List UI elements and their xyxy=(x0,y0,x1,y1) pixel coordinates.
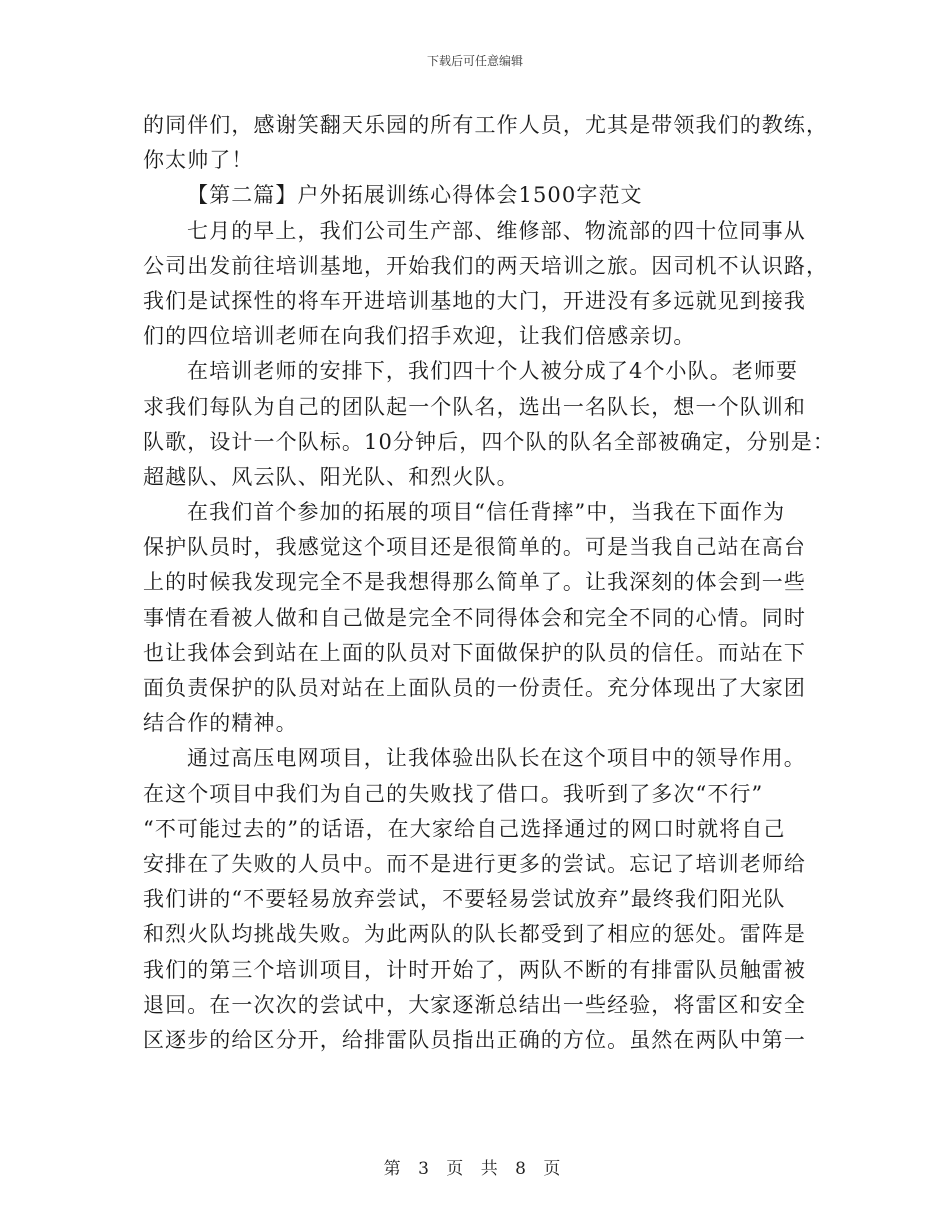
text-line: 上的时候我发现完全不是我想得那么简单了。让我深刻的体会到一些 xyxy=(143,570,806,595)
text-line: 安排在了失败的人员中。而不是进行更多的尝试。忘记了培训老师给 xyxy=(143,851,806,876)
text-line: 我们的第三个培训项目，计时开始了，两队不断的有排雷队员触雷被 xyxy=(143,957,806,982)
text-line: 求我们每队为自己的团队起一个队名，选出一名队长，想一个队训和 xyxy=(143,394,806,419)
text-line: 和烈火队均挑战失败。为此两队的队长都受到了相应的惩处。雷阵是 xyxy=(143,922,806,947)
text-line: 超越队、风云队、阳光队、和烈火队。 xyxy=(143,464,519,489)
text-line: 【第二篇】户外拓展训练心得体会1500字范文 xyxy=(187,183,643,208)
text-line: 通过高压电网项目，让我体验出队长在这个项目中的领导作用。 xyxy=(187,746,806,771)
text-line: 队歌，设计一个队标。10分钟后，四个队的队名全部被确定，分别是： xyxy=(143,429,835,454)
page-header: 下载后可任意编辑 xyxy=(426,54,523,68)
page-footer: 第 3 页 共 8 页 xyxy=(383,1159,567,1179)
text-line: 们的四位培训老师在向我们招手欢迎，让我们倍感亲切。 xyxy=(143,324,696,349)
text-line: 事情在看被人做和自己做是完全不同得体会和完全不同的心情。同时 xyxy=(143,605,806,630)
text-line: 你太帅了！ xyxy=(143,148,254,173)
text-line: 公司出发前往培训基地，开始我们的两天培训之旅。因司机不认识路， xyxy=(143,253,829,278)
text-line: 保护队员时，我感觉这个项目还是很简单的。可是当我自己站在高台 xyxy=(143,535,806,560)
text-line: 我们是试探性的将车开进培训基地的大门，开进没有多远就见到接我 xyxy=(143,288,806,313)
text-line: 退回。在一次次的尝试中，大家逐渐总结出一些经验，将雷区和安全 xyxy=(143,992,806,1017)
text-line: “不可能过去的”的话语，在大家给自己选择通过的网口时就将自己 xyxy=(143,816,786,841)
text-line: 我们讲的“不要轻易放弃尝试，不要轻易尝试放弃”最终我们阳光队 xyxy=(143,887,786,912)
text-line: 结合作的精神。 xyxy=(143,711,298,736)
text-line: 区逐步的给区分开，给排雷队员指出正确的方位。虽然在两队中第一 xyxy=(143,1027,806,1052)
text-line: 在这个项目中我们为自己的失败找了借口。我听到了多次“不行” xyxy=(143,781,764,806)
text-line: 面负责保护的队员对站在上面队员的一份责任。充分体现出了大家团 xyxy=(143,676,806,700)
text-line: 也让我体会到站在上面的队员对下面做保护的队员的信任。而站在下 xyxy=(143,640,806,665)
document-body xyxy=(143,108,835,1058)
text-line: 七月的早上，我们公司生产部、维修部、物流部的四十位同事从 xyxy=(187,218,806,243)
text-line: 的同伴们，感谢笑翻天乐园的所有工作人员，尤其是带领我们的教练， xyxy=(143,113,829,137)
text-line: 在培训老师的安排下，我们四十个人被分成了4个小队。老师要 xyxy=(187,359,799,384)
text-line: 在我们首个参加的拓展的项目“信任背摔”中，当我在下面作为 xyxy=(187,500,786,525)
